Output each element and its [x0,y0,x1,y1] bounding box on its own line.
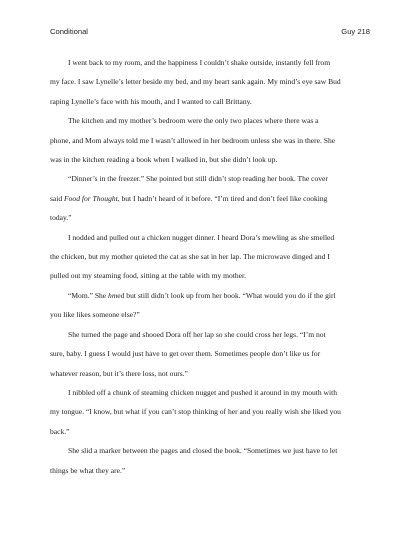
text-line: pulled out my steaming food, sitting at the table with my mother. [50,271,246,281]
paragraph [50,325,370,383]
text-line: I nibbled off a chunk of steaming chicken nugget and pushed it around in my mouth with [68,387,337,397]
text-line: my face. I saw Lynelle’s letter beside my bed, and my heart sank again. My mind’s eye saw Bud [50,77,341,87]
text-line: “Dinner’s in the freezer.” She pointed but still didn’t stop reading her book. The cover [68,174,328,184]
text-line: whatever reason, but it’s there loss, not ours.” [50,368,188,378]
text-line: raping Lynelle’s face with his mouth, and I wanted to call Brittany. [50,96,252,106]
running-header [50,27,370,39]
paragraph [50,383,370,441]
text-run: ed but still didn’t look up from her book. “What would you do if the girl [117,290,336,300]
text-line [50,189,370,208]
text-line: the chicken, but my mother quieted the cat as she sat in her lap. The microwave dinged and I [50,252,330,262]
paragraph [50,53,370,111]
text-line: today.” [50,213,72,223]
paragraph [50,441,370,480]
text-line: She slid a marker between the pages and closed the book. “Sometimes we just have to let [68,446,338,456]
text-line: I nodded and pulled out a chicken nugget dinner. I heard Dora’s mewling as she smelled [68,232,335,242]
text-line: I went back to my room, and the happiness I couldn’t shake outside, instantly fell from [68,58,331,67]
text-run: said [50,193,65,203]
book-title: Food for Thought [64,193,118,203]
body-text [50,53,370,480]
paragraph [50,228,370,286]
text-line: The kitchen and my mother’s bedroom were the only two places where there was a [68,116,319,126]
header-title: Conditional [50,27,88,36]
paragraph [50,169,370,227]
header-page-number: Guy 218 [341,27,370,36]
text-line: back.” [50,426,70,436]
paragraph [50,286,370,325]
text-line: She turned the page and shooed Dora off her lap so she could cross her legs. “I’m not [68,329,326,339]
text-run: , but I hadn’t heard of it before. “I’m tired and don’t feel like cooking [117,193,328,203]
text-line: phone, and Mom always told me I wasn’t allowed in her bedroom unless she was in there. She [50,135,336,145]
text-line: things be what they are.” [50,465,126,475]
emphasis: hm [108,290,118,300]
text-run: “Mom.” She [68,290,109,300]
text-line: sure, baby. I guess I would just have to get over them. Sometimes people don’t like us for [50,349,321,359]
text-line: was in the kitchen reading a book when I walked in, but she didn’t look up. [50,155,278,165]
paragraph [50,111,370,169]
text-line: my tongue. “I know, but what if you can’t stop thinking of her and you really wish she liked you [50,407,341,417]
text-line: you like likes someone else?” [50,310,140,320]
text-line [50,286,370,305]
